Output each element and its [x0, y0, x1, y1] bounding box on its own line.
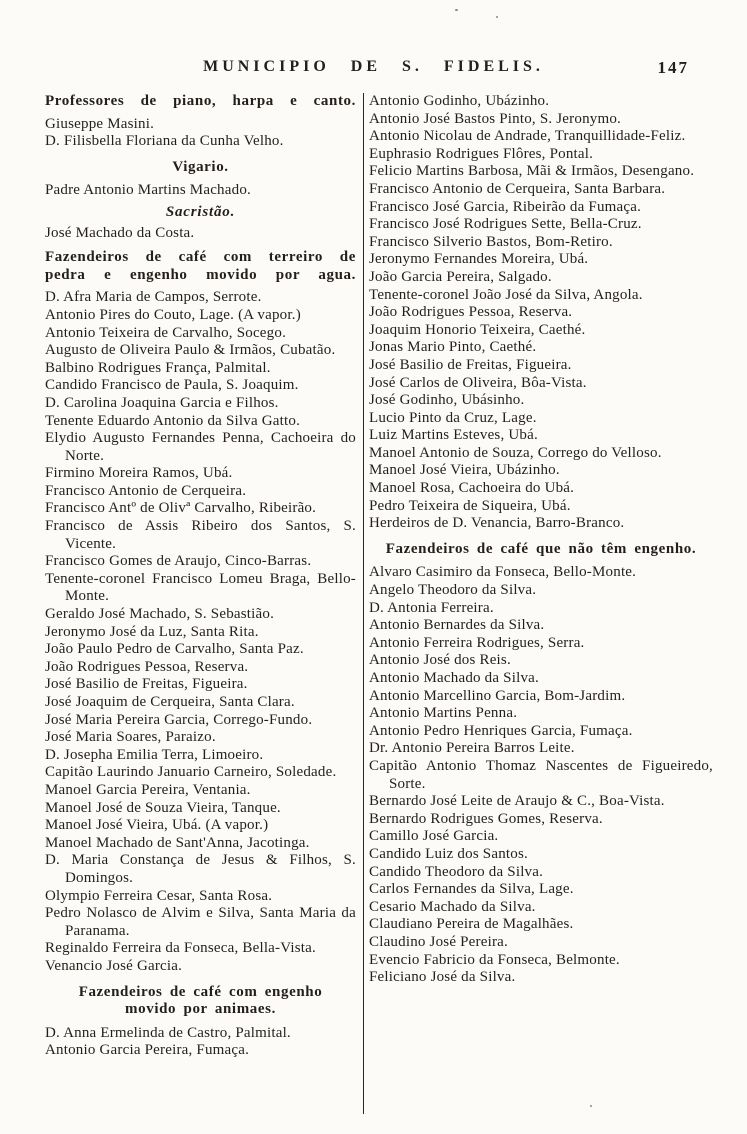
directory-entry: Cesario Machado da Silva.: [369, 898, 536, 915]
directory-entry: Jonas Mario Pinto, Caethé.: [369, 339, 537, 356]
directory-entry: Tenente-coronel Francisco Lomeu Braga, Bello-Monte.: [45, 570, 356, 605]
section-heading: Fazendeiros de café com terreiro de pedra e engenho movido por agua.: [45, 249, 356, 283]
directory-entry: Capitão Laurindo Januario Carneiro, Soledade.: [45, 764, 337, 781]
directory-entry: D. Anna Ermelinda de Castro, Palmital.: [45, 1024, 291, 1041]
directory-entry: Antonio Bernardes da Silva.: [369, 617, 545, 634]
directory-entry: Candido Theodoro da Silva.: [369, 863, 544, 880]
directory-entry: João Rodrigues Pessoa, Reserva.: [369, 304, 573, 321]
directory-entry: José Maria Soares, Paraizo.: [45, 729, 216, 746]
directory-entry: Lucio Pinto da Cruz, Lage.: [369, 409, 537, 426]
directory-entry: Joaquim Honorio Teixeira, Caethé.: [369, 321, 586, 338]
page-number: 147: [657, 58, 689, 77]
directory-entry: João Rodrigues Pessoa, Reserva.: [45, 658, 249, 675]
directory-entry: Antonio Nicolau de Andrade, Tranquillidade-Feliz.: [369, 128, 686, 145]
directory-entry: Geraldo José Machado, S. Sebastião.: [45, 606, 275, 623]
section-heading: Fazendeiros de café com engenho movido por animaes.: [78, 983, 323, 1018]
directory-entry: Elydio Augusto Fernandes Penna, Cachoeira do Norte.: [45, 430, 356, 464]
section-heading: Sacristão.: [165, 203, 236, 220]
directory-entry: Firmino Moreira Ramos, Ubá.: [45, 465, 233, 482]
scan-speck: [590, 1105, 592, 1107]
directory-entry: D. Maria Constança de Jesus & Filhos, S. Domingos.: [45, 852, 356, 886]
directory-entry: José Godinho, Ubásinho.: [369, 392, 525, 409]
directory-entry: Francisco Antonio de Cerqueira, Santa Barbara.: [369, 180, 666, 197]
directory-entry: Luiz Martins Esteves, Ubá.: [369, 427, 538, 444]
directory-entry: Manoel Machado de Sant'Anna, Jacotinga.: [45, 834, 310, 851]
directory-entry: Tenente-coronel João José da Silva, Angola.: [369, 286, 643, 303]
directory-entry: Antonio Garcia Pereira, Fumaça.: [45, 1042, 250, 1059]
scan-speck: [496, 16, 498, 18]
directory-entry: Antonio Godinho, Ubázinho.: [369, 93, 550, 109]
directory-entry: Antonio Machado da Silva.: [369, 670, 539, 686]
directory-entry: Manoel Garcia Pereira, Ventania.: [45, 781, 251, 798]
directory-entry: Bernardo Rodrigues Gomes, Reserva.: [369, 810, 603, 827]
directory-entry: Francisco Silverio Bastos, Bom-Retiro.: [369, 233, 613, 250]
directory-entry: João Paulo Pedro de Carvalho, Santa Paz.: [45, 641, 304, 658]
directory-entry: Olympio Ferreira Cesar, Santa Rosa.: [45, 887, 273, 904]
directory-entry: Venancio José Garcia.: [45, 957, 183, 974]
directory-entry: José Carlos de Oliveira, Bôa-Vista.: [369, 374, 587, 391]
scan-speck: [455, 9, 458, 11]
directory-entry: Angelo Theodoro da Silva.: [369, 582, 537, 599]
directory-entry: Feliciano José da Silva.: [369, 969, 516, 986]
directory-entry: Alvaro Casimiro da Fonseca, Bello-Monte.: [369, 564, 637, 581]
two-column-text-body: [45, 93, 713, 1114]
directory-entry: Candido Luiz dos Santos.: [369, 845, 528, 862]
directory-entry: Giuseppe Masini.: [45, 115, 155, 132]
directory-entry: Antonio Ferreira Rodrigues, Serra.: [369, 634, 585, 651]
directory-entry: José Basilio de Freitas, Figueira.: [45, 676, 248, 693]
directory-entry: Antonio Teixeira de Carvalho, Socego.: [45, 324, 287, 341]
directory-entry: Jeronymo José da Luz, Santa Rita.: [45, 623, 259, 640]
directory-entry: Antonio Pires do Couto, Lage. (A vapor.): [45, 306, 301, 323]
directory-entry: Manoel José Vieira, Ubá. (A vapor.): [45, 817, 269, 834]
directory-entry: Manoel Rosa, Cachoeira do Ubá.: [369, 480, 575, 497]
directory-entry: Evencio Fabricio da Fonseca, Belmonte.: [369, 951, 620, 968]
directory-entry: Camillo José Garcia.: [369, 828, 499, 845]
directory-entry: Manoel Antonio de Souza, Corrego do Velloso.: [369, 444, 662, 461]
directory-entry: Claudiano Pereira de Magalhães.: [369, 916, 574, 933]
running-head: [0, 58, 747, 82]
directory-entry: Manoel José Vieira, Ubázinho.: [369, 462, 560, 479]
directory-entry: José Joaquim de Cerqueira, Santa Clara.: [45, 694, 295, 710]
directory-entry: Francisco Antonio de Cerqueira.: [45, 482, 247, 499]
directory-entry: Capitão Antonio Thomaz Nascentes de Figueiredo, Sorte.: [369, 757, 713, 792]
directory-entry: Francisco José Rodrigues Sette, Bella-Cruz.: [369, 216, 642, 233]
directory-entry: Claudino José Pereira.: [369, 933, 508, 950]
directory-entry: Francisco de Assis Ribeiro dos Santos, S. Vicente.: [45, 518, 356, 552]
directory-entry: João Garcia Pereira, Salgado.: [369, 268, 552, 285]
directory-entry: Jeronymo Fernandes Moreira, Ubá.: [369, 251, 589, 268]
directory-entry: José Machado da Costa.: [45, 224, 195, 241]
directory-entry: José Basilio de Freitas, Figueira.: [369, 356, 572, 373]
directory-entry: Antonio Martins Penna.: [369, 705, 518, 722]
directory-entry: Balbino Rodrigues França, Palmital.: [45, 359, 271, 376]
directory-entry: D. Josepha Emilia Terra, Limoeiro.: [45, 746, 264, 763]
directory-entry: Herdeiros de D. Venancia, Barro-Branco.: [369, 515, 625, 532]
directory-entry: Antonio José Bastos Pinto, S. Jeronymo.: [369, 110, 621, 127]
left-column: [45, 93, 363, 1114]
section-heading: Vigario.: [172, 158, 229, 175]
directory-entry: Pedro Teixeira de Siqueira, Ubá.: [369, 497, 571, 514]
directory-entry: Pedro Nolasco de Alvim e Silva, Santa Maria da Paranama.: [45, 905, 356, 939]
directory-entry: Padre Antonio Martins Machado.: [45, 182, 251, 199]
directory-entry: Tenente Eduardo Antonio da Silva Gatto.: [45, 412, 301, 429]
directory-entry: Euphrasio Rodrigues Flôres, Pontal.: [369, 145, 594, 162]
directory-entry: D. Carolina Joaquina Garcia e Filhos.: [45, 394, 279, 411]
directory-entry: Francisco Gomes de Araujo, Cinco-Barras.: [45, 553, 312, 570]
directory-entry: D. Filisbella Floriana da Cunha Velho.: [45, 133, 284, 150]
directory-entry: Antonio Pedro Henriques Garcia, Fumaça.: [369, 722, 633, 739]
directory-entry: Carlos Fernandes da Silva, Lage.: [369, 881, 574, 898]
directory-entry: D. Antonia Ferreira.: [369, 599, 494, 616]
directory-entry: Augusto de Oliveira Paulo & Irmãos, Cubatão.: [45, 342, 336, 359]
right-column: [364, 93, 713, 1114]
section-heading: Professores de piano, harpa e canto.: [45, 93, 356, 109]
directory-entry: Antonio José dos Reis.: [369, 652, 511, 669]
directory-entry: D. Afra Maria de Campos, Serrote.: [45, 289, 262, 306]
directory-entry: Reginaldo Ferreira da Fonseca, Bella-Vista.: [45, 940, 316, 957]
directory-entry: Antonio Marcellino Garcia, Bom-Jardim.: [369, 687, 626, 704]
directory-entry: Francisco Antº de Olivª Carvalho, Ribeirão.: [45, 500, 317, 517]
page-title: MUNICIPIO DE S. FIDELIS.: [203, 58, 544, 75]
directory-entry: Felicio Martins Barbosa, Mãi & Irmãos, Desengano.: [369, 163, 695, 180]
directory-entry: José Maria Pereira Garcia, Corrego-Fundo.: [45, 711, 313, 728]
directory-entry: Manoel José de Souza Vieira, Tanque.: [45, 799, 281, 816]
directory-entry: Bernardo José Leite de Araujo & C., Boa-Vista.: [369, 793, 665, 810]
directory-entry: Francisco José Garcia, Ribeirão da Fumaça.: [369, 198, 642, 215]
directory-entry: Candido Francisco de Paula, S. Joaquim.: [45, 377, 299, 394]
directory-entry: Dr. Antonio Pereira Barros Leite.: [369, 740, 575, 757]
section-heading: Fazendeiros de café que não têm engenho.: [385, 540, 697, 557]
